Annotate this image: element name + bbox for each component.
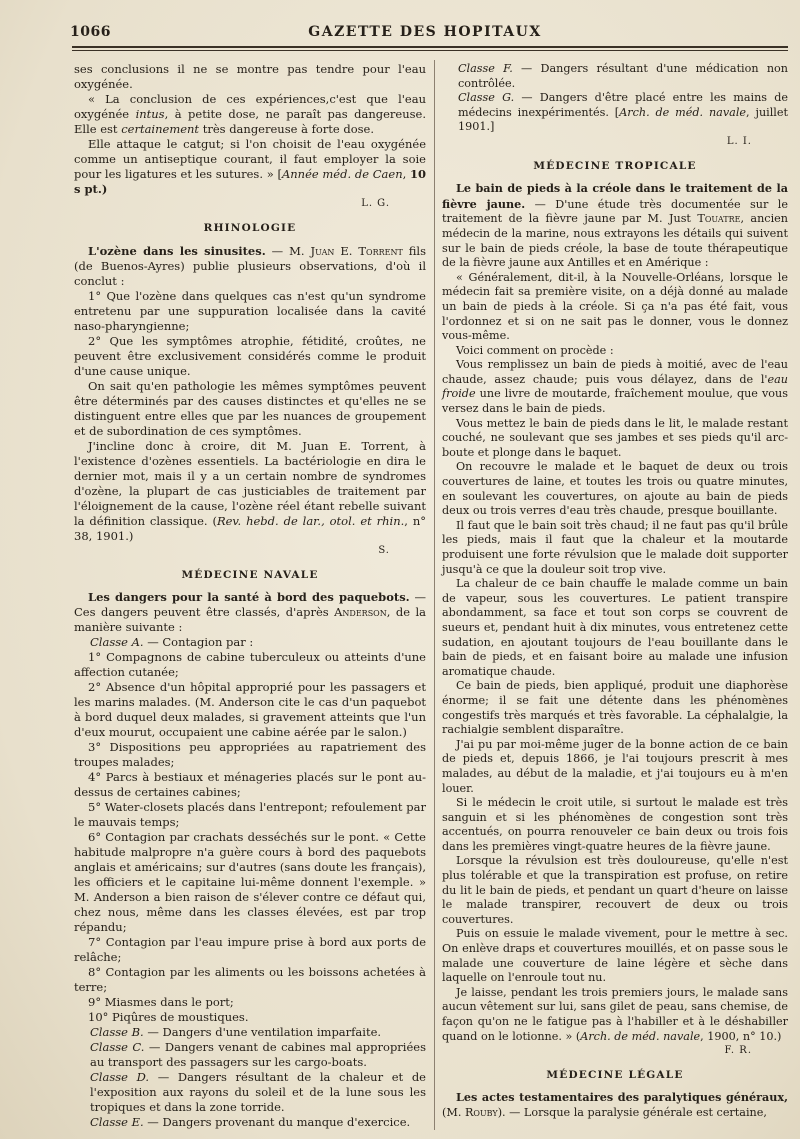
class-item: Classe B. — Dangers d'une ventilation imparfaite. xyxy=(90,1025,382,1040)
list-item: 8° Contagion par les aliments ou les boissons achetées à terre; xyxy=(74,965,426,995)
paragraph: Lorsque la révulsion est très douloureuse, qu'elle n'est plus tolérable et que la transpiration est profuse, on retire du lit le bain de pieds, et pendant un quart d'heure on laisse le malade transpirer, recouvert de deux ou trois couvertures. xyxy=(442,854,788,926)
paragraph: On sait qu'en pathologie les mêmes symptômes peuvent être déterminés par des causes distinctes et qu'elles ne se distinguent entre elles que par les nuances de groupement et de subordination de ces symptômes. xyxy=(74,378,426,438)
list-item: 3° Dispositions peu appropriées au rapatriement des troupes malades; xyxy=(74,740,426,770)
author-signature: L. I. xyxy=(726,135,752,147)
paragraph: Ce bain de pieds, bien appliqué, produit une diaphorèse énorme; il se fait une détente dans les phénomènes congestifs très marqués et très favorable. La céphalalgie, la rachialgie semblent disparaître. xyxy=(442,679,788,737)
section-heading-medecine-tropicale: MÉDECINE TROPICALE xyxy=(533,159,697,172)
section-heading-medecine-legale: MÉDECINE LÉGALE xyxy=(546,1068,684,1081)
paragraph: On recouvre le malade et le baquet de deux ou trois couvertures de laine, et toutes les trois ou quatre minutes, en soulevant les couvertures, on ajoute au bain de pieds deux ou trois verres d'eau très chaude, presque bouillante. xyxy=(442,460,788,518)
class-item: Classe F. — Dangers résultant d'une médication non contrôlée. xyxy=(458,62,788,90)
header-rule-thin xyxy=(72,50,788,51)
class-item: Classe C. — Dangers venant de cabines mal appropriées au transport des passagers sur les cargo-boats. xyxy=(90,1040,426,1069)
paragraph: J'incline donc à croire, dit M. Juan E. Torrent, à l'existence d'ozènes essentiels. La bactériologie en dira le dernier mot, mais il y a un certain nombre de syndromes d'ozène, la plupart de cas justiciables de traitement par l'éloignement de la cause, l'ozène réel étant rebelle suivant la définition classique. (Rev. hebd. de lar., otol. et rhin., n° 38, 1901.) xyxy=(74,438,427,543)
paragraph: Vous mettez le bain de pieds dans le lit, le malade restant couché, ne soulevant que ses jambes et ses pieds qu'il arc-boute et plonge dans le baquet. xyxy=(442,416,788,459)
paragraph: Elle attaque le catgut; si l'on choisit de l'eau oxygénée comme un antiseptique courant, il faut employer la soie pour les ligatures et les sutures. » [Année méd. de Caen, 10 s pt.) xyxy=(74,136,426,196)
list-item: 1° Compagnons de cabine tuberculeux ou atteints d'une affection cutanée; xyxy=(74,650,426,680)
article-lead: Les actes testamentaires des paralytiques généraux, (M. Rouby). — Lorsque la paralysie générale est certaine, xyxy=(442,1090,788,1119)
author-signature: L. G. xyxy=(361,197,390,209)
paragraph: « La conclusion de ces expériences,c'est que l'eau oxygénée intus, à petite dose, ne paraît pas dangereuse. Elle est certainement très dangereuse à forte dose. xyxy=(74,91,426,136)
list-item: 9° Miasmes dans le port; xyxy=(88,995,234,1010)
section-heading-rhinologie: RHINOLOGIE xyxy=(203,221,297,234)
class-item: Classe G. — Dangers d'être placé entre les mains de médecins inexpérimentés. [Arch. de méd. navale, juillet 1901.] xyxy=(458,91,789,134)
paragraph: « Généralement, dit-il, à la Nouvelle-Orléans, lorsque le médecin fait sa première visite, on a déjà donné au malade un bain de pieds à la créole. Si ça n'a pas été fait, vous l'ordonnez et si on ne sait pas le donner, vous le donnez vous-même. xyxy=(442,270,788,343)
author-signature: F. R. xyxy=(724,1045,752,1057)
running-title: GAZETTE DES HOPITAUX xyxy=(308,24,542,40)
class-item: Classe A. — Contagion par : xyxy=(90,635,254,650)
list-item: 4° Parcs à bestiaux et ménageries placés sur le pont au-dessus de certaines cabines; xyxy=(74,770,426,800)
list-item: 2° Absence d'un hôpital approprié pour les passagers et les marins malades. (M. Anderson cite le cas d'un paquebot à bord duquel deux malades, si gravement atteints que l'un d'eux mourut, occupaient une cabine aérée par le salon.) xyxy=(74,680,426,740)
article-lead: Le bain de pieds à la créole dans le traitement de la fièvre jaune. — D'une étude très documentée sur le traitement de la fièvre jaune par M. Just Touatre, ancien médecin de la marine, nous extrayons les détails qui suivent sur le bain de pieds créole, la base de toute thérapeutique de la fièvre jaune aux Antilles et en Amérique : xyxy=(442,181,788,270)
paragraph: Vous remplissez un bain de pieds à moitié, avec de l'eau chaude, assez chaude; puis vous délayez, dans de l'eau froide une livre de moutarde, fraîchement moulue, que vous versez dans le bain de pieds. xyxy=(442,358,788,416)
class-item: Classe E. — Dangers provenant du manque d'exercice. xyxy=(90,1114,411,1129)
list-item: 2° Que les symptômes atrophie, fétidité, croûtes, ne peuvent être exclusivement considérés comme le produit d'une cause unique. xyxy=(74,333,426,378)
list-item: 5° Water-closets placés dans l'entrepont; refoulement par le mauvais temps; xyxy=(74,800,426,830)
paragraph: La chaleur de ce bain chauffe le malade comme un bain de vapeur, sous les couvertures. Le patient transpire abondamment, sa face et tout son corps se couvrent de sueurs et, pendant huit à dix minutes, vous entretenez cette sudation, en ajoutant toujours de l'eau bouillante dans le bain de pieds, et en faisant boire au malade une infusion aromatique chaude. xyxy=(442,577,788,678)
author-signature: S. xyxy=(378,544,390,556)
paragraph: Si le médecin le croit utile, si surtout le malade est très sanguin et si les phénomènes de congestion sont très accentués, on pourra renouveler ce bain deux ou trois fois dans les premières vingt-quatre heures de la fièvre jaune. xyxy=(442,796,788,853)
header-rule-thick xyxy=(72,46,788,48)
paragraph: ses conclusions il ne se montre pas tendre pour l'eau oxygénée. xyxy=(74,62,426,91)
paragraph: Je laisse, pendant les trois premiers jours, le malade sans aucun vêtement sur lui, sans gilet de peau, sans chemise, de façon qu'on ne le fatigue pas à l'habiller et à le déshabiller quand on le lotionne. » (Arch. de méd. navale, 1900, n° 10.) xyxy=(442,985,788,1043)
section-heading-medecine-navale: MÉDECINE NAVALE xyxy=(181,568,319,581)
class-item: Classe D. — Dangers résultant de la chaleur et de l'exposition aux rayons du soleil et de la lune sous les tropiques et dans la zone torride. xyxy=(90,1069,426,1114)
page-number: 1066 xyxy=(70,24,111,40)
paragraph: J'ai pu par moi-même juger de la bonne action de ce bain de pieds et, depuis 1866, je l'ai toujours prescrit à mes malades, au début de la maladie, et j'ai toujours eu à m'en louer. xyxy=(442,737,788,795)
article-lead: L'ozène dans les sinusites. — M. Juan E. Torrent fils (de Buenos-Ayres) publie plusieurs observations, d'où il conclut : xyxy=(74,243,426,288)
right-column xyxy=(442,62,788,1121)
paragraph: Voici comment on procède : xyxy=(456,343,614,357)
paragraph: Puis on essuie le malade vivement, pour le mettre à sec. On enlève draps et couvertures mouillés, et on passe sous le malade une couverture de laine légère et sèche dans laquelle on l'enroule tout nu. xyxy=(442,927,788,985)
page-header xyxy=(70,24,780,46)
list-item: 6° Contagion par crachats desséchés sur le pont. « Cette habitude malpropre n'a guère cours à bord des paquebots anglais et américains; sur d'autres (sans doute les français), les officiers et le capitaine lui-même donnent l'exemple. » M. Anderson a bien raison de s'élever contre ce défaut qui, chez nous, même dans les classes élevées, est par trop répandu; xyxy=(74,830,426,935)
list-item: 10° Piqûres de moustiques. xyxy=(88,1010,249,1025)
list-item: 7° Contagion par l'eau impure prise à bord aux ports de relâche; xyxy=(74,935,426,965)
article-lead: Les dangers pour la santé à bord des paquebots. — Ces dangers peuvent être classés, d'après Anderson, de la manière suivante : xyxy=(74,590,427,635)
list-item: 1° Que l'ozène dans quelques cas n'est qu'un syndrome entretenu par une suppuration localisée dans la cavité naso-pharyngienne; xyxy=(74,288,426,333)
paragraph: Il faut que le bain soit très chaud; il ne faut pas qu'il brûle les pieds, mais il faut que la chaleur et la moutarde produisent une forte révulsion que le malade doit supporter jusqu'à ce que la douleur soit trop vive. xyxy=(442,518,788,576)
column-divider xyxy=(434,60,435,1130)
left-column xyxy=(74,62,426,1130)
